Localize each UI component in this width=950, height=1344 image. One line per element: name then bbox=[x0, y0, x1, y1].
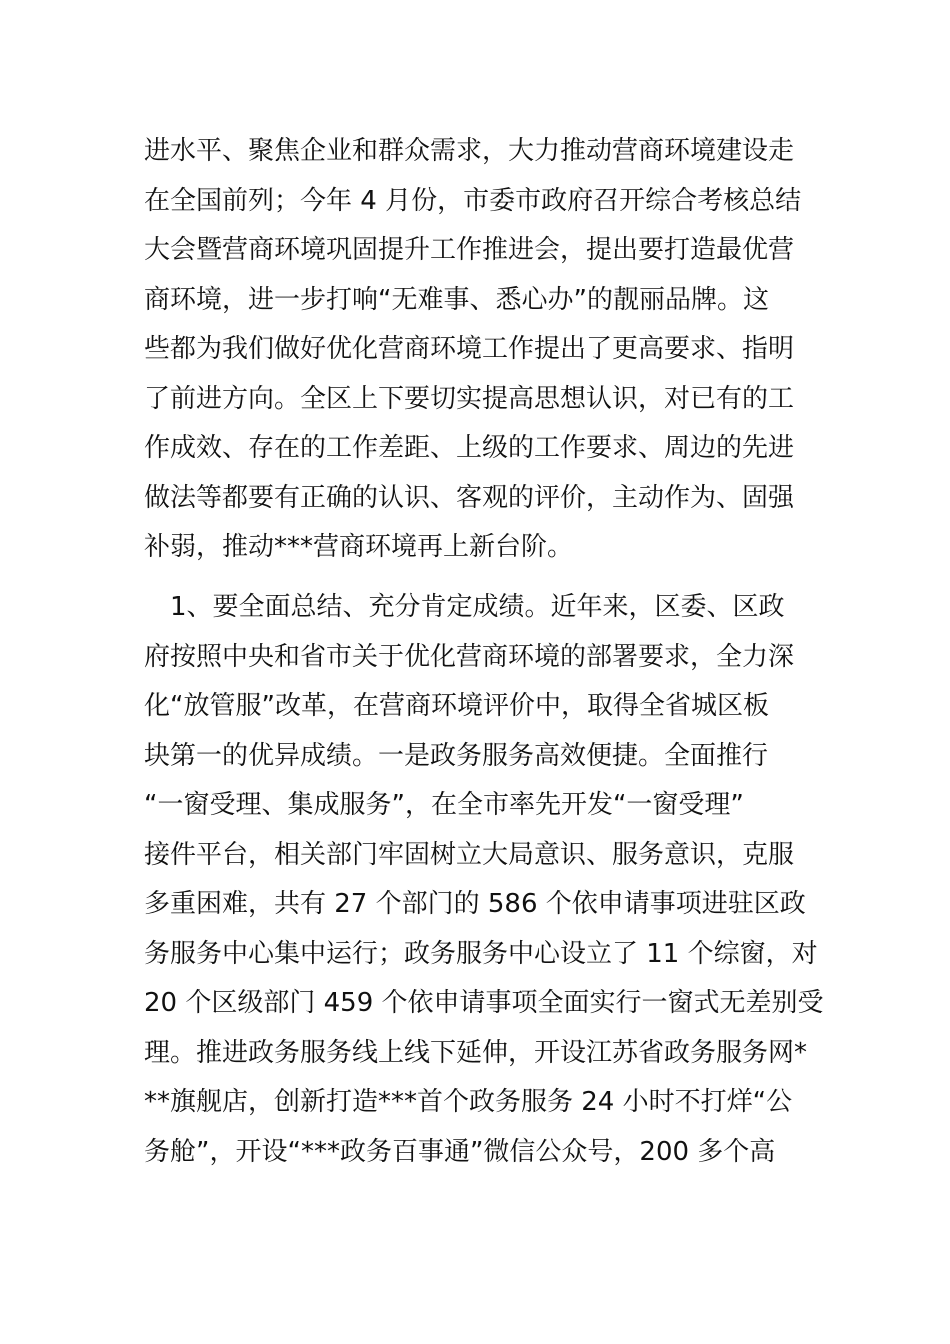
paragraph-2 bbox=[144, 583, 824, 1177]
text-line: 大会暨营商环境巩固提升工作推进会，提出要打造最优营 bbox=[144, 235, 795, 265]
text-line: 了前进方向。全区上下要切实提高思想认识，对已有的工 bbox=[144, 383, 795, 414]
text-line: 商环境，进一步打响“无难事、悉心办”的靓丽品牌。这 bbox=[144, 284, 769, 315]
text-line: “一窗受理、集成服务”，在全市率先开发“一窗受理” bbox=[144, 790, 744, 820]
text-line: 接件平台，相关部门牢固树立大局意识、服务意识，克服 bbox=[144, 839, 795, 870]
text-line: 理。推进政务服务线上线下延伸，开设江苏省政务服务网* bbox=[144, 1037, 808, 1068]
text-line: 补弱，推动***营商环境再上新台阶。 bbox=[144, 532, 574, 562]
text-line: 作成效、存在的工作差距、上级的工作要求、周边的先进 bbox=[144, 433, 795, 463]
text-line: 进水平、聚焦企业和群众需求，大力推动营商环境建设走 bbox=[144, 136, 795, 166]
text-line: 做法等都要有正确的认识、客观的评价，主动作为、固强 bbox=[144, 482, 795, 513]
text-line: 在全国前列；今年 4 月份，市委市政府召开综合考核总结 bbox=[144, 185, 802, 216]
text-line: 1、要全面总结、充分肯定成绩。近年来，区委、区政 bbox=[144, 592, 785, 622]
text-line: **旗舰店，创新打造***首个政务服务 24 小时不打烊“公 bbox=[144, 1087, 793, 1117]
text-line: 务服务中心集中运行；政务服务中心设立了 11 个综窗，对 bbox=[144, 938, 818, 969]
text-line: 务舱”，开设“***政务百事通”微信公众号，200 多个高 bbox=[144, 1136, 776, 1167]
text-line: 块第一的优异成绩。一是政务服务高效便捷。全面推行 bbox=[144, 740, 769, 771]
text-line: 多重困难，共有 27 个部门的 586 个依申请事项进驻区政 bbox=[144, 889, 806, 919]
text-line: 些都为我们做好优化营商环境工作提出了更高要求、指明 bbox=[144, 334, 795, 364]
text-line: 20 个区级部门 459 个依申请事项全面实行一窗式无差别受 bbox=[144, 988, 824, 1018]
text-line: 化“放管服”改革，在营商环境评价中，取得全省城区板 bbox=[144, 691, 769, 721]
paragraph-1 bbox=[144, 127, 809, 573]
text-line: 府按照中央和省市关于优化营商环境的部署要求，全力深 bbox=[144, 641, 795, 672]
